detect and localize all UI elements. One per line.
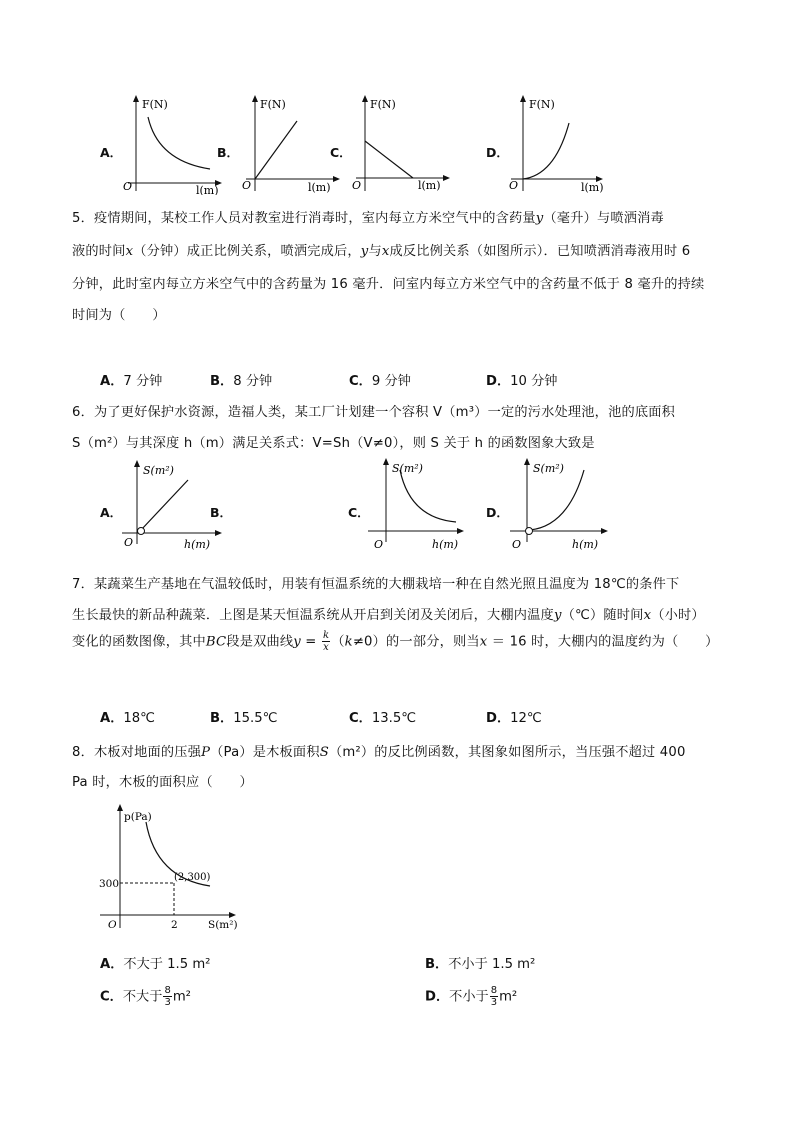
q6-option-c-letter[interactable]: C． <box>348 505 370 520</box>
q6-option-a-letter[interactable]: A． <box>100 505 123 520</box>
q4-c-xlabel: l(m) <box>418 179 441 192</box>
q7-option-d[interactable]: D．12℃ <box>486 711 542 726</box>
q6-d-origin: O <box>512 538 522 551</box>
q4-option-c-letter[interactable]: C． <box>330 145 352 160</box>
q8-d-fraction: $\frac{8}{3}$ <box>490 985 498 1008</box>
q7-line-1: 7．某蔬菜生产基地在气温较低时，用装有恒温系统的大棚栽培一种在自然光照且温度为 18℃的条件下 <box>72 577 680 592</box>
q8-line-1: 8．木板对地面的压强P（Pa）是木板面积S（m²）的反比例函数，其图象如图所示，当压强不超过 400 <box>72 745 686 760</box>
q4-option-b-letter[interactable]: B． <box>217 145 240 160</box>
q6-option-d-letter[interactable]: D． <box>486 505 509 520</box>
q8-ylabel: p(Pa) <box>124 811 152 823</box>
q5-option-a[interactable]: A．7 分钟 <box>100 374 163 389</box>
q6-line-1: 6．为了更好保护水资源，造福人类，某工厂计划建一个容积 V（m³）一定的污水处理池，池的底面积 <box>72 405 676 420</box>
q4-option-d-letter[interactable]: D． <box>486 145 509 160</box>
q7-option-c[interactable]: C．13.5℃ <box>349 711 417 726</box>
q4-b-origin: O <box>242 179 252 192</box>
q6-line-2: S（m²）与其深度 h（m）满足关系式：V=Sh（V≠0），则 S 关于 h 的函数图象大致是 <box>72 436 595 451</box>
q4-graph-c <box>348 95 458 195</box>
q8-graph <box>96 800 246 936</box>
q8-option-a[interactable]: A．不大于 1.5 m² <box>100 957 211 972</box>
q4-a-origin: O <box>123 180 133 193</box>
q6-c-xlabel: h(m) <box>432 538 459 551</box>
q5-line-3: 分钟，此时室内每立方米空气中的含药量为 16 毫升．问室内每立方米空气中的含药量不低于 8 毫升的持续 <box>72 277 705 292</box>
q8-option-b[interactable]: B．不小于 1.5 m² <box>425 957 536 972</box>
q4-b-xlabel: l(m) <box>308 181 331 194</box>
q6-option-b-letter[interactable]: B． <box>210 505 233 520</box>
q7-option-a[interactable]: A．18℃ <box>100 711 155 726</box>
q4-c-origin: O <box>352 179 362 192</box>
q8-ytick: 300 <box>99 878 120 890</box>
q8-line-2: Pa 时，木板的面积应（ ） <box>72 775 253 790</box>
q8-point-label: (2,300) <box>174 872 211 883</box>
q4-option-a-letter[interactable]: A． <box>100 145 123 160</box>
q8-c-fraction: $\frac{8}{3}$ <box>164 985 171 1008</box>
q8-option-d[interactable]: D．不小于 $\frac{8}{3}$ m² <box>425 985 518 1008</box>
q4-c-ylabel: F(N) <box>370 98 396 111</box>
q8-xlabel: S(m²) <box>208 919 238 931</box>
q4-a-xlabel: l(m) <box>196 184 219 195</box>
q6-a-ylabel: S(m²) <box>143 464 174 477</box>
q7-option-b[interactable]: B．15.5℃ <box>210 711 278 726</box>
q6-graph-c <box>364 456 474 554</box>
q5-option-c[interactable]: C．9 分钟 <box>349 374 411 389</box>
q6-c-origin: O <box>374 538 384 551</box>
q6-c-ylabel: S(m²) <box>392 462 423 475</box>
q4-b-ylabel: F(N) <box>260 98 286 111</box>
q8-origin: O <box>108 919 117 931</box>
q6-graph-d <box>506 456 610 554</box>
q4-graph-d <box>503 95 613 195</box>
q4-d-origin: O <box>509 179 519 192</box>
q4-d-xlabel: l(m) <box>581 181 604 194</box>
q4-d-ylabel: F(N) <box>529 98 555 111</box>
q7-fraction: $\frac{k}{x}$ <box>322 630 330 653</box>
q5-line-1: 5．疫情期间，某校工作人员对教室进行消毒时，室内每立方米空气中的含药量y（毫升）与喷洒消毒 <box>72 211 664 226</box>
q5-option-b[interactable]: B．8 分钟 <box>210 374 273 389</box>
q6-a-xlabel: h(m) <box>184 538 211 551</box>
q8-option-c[interactable]: C．不大于 $\frac{8}{3}$ m² <box>100 985 191 1008</box>
q6-a-origin: O <box>124 536 134 549</box>
q4-a-ylabel: F(N) <box>142 98 168 111</box>
q7-line-2: 生长最快的新品种蔬菜．上图是某天恒温系统从开启到关闭及关闭后，大棚内温度y（℃）随时间x（小时） <box>72 608 705 623</box>
q6-d-xlabel: h(m) <box>572 538 599 551</box>
q6-d-ylabel: S(m²) <box>533 462 564 475</box>
q7-line-3: 变化的函数图像，其中BC段是双曲线y = $\frac{k}{x}$ （k≠0）的一部分，则当x ＝ 16 时，大棚内的温度约为（ ） <box>72 630 719 653</box>
q5-line-4: 时间为（ ） <box>72 308 166 323</box>
q8-xtick: 2 <box>171 919 178 931</box>
q4-graph-a <box>118 95 228 195</box>
q5-line-2: 液的时间x（分钟）成正比例关系，喷洒完成后，y与x成反比例关系（如图所示）．已知喷洒消毒液用时 6 <box>72 244 691 259</box>
q5-option-d[interactable]: D．10 分钟 <box>486 374 558 389</box>
